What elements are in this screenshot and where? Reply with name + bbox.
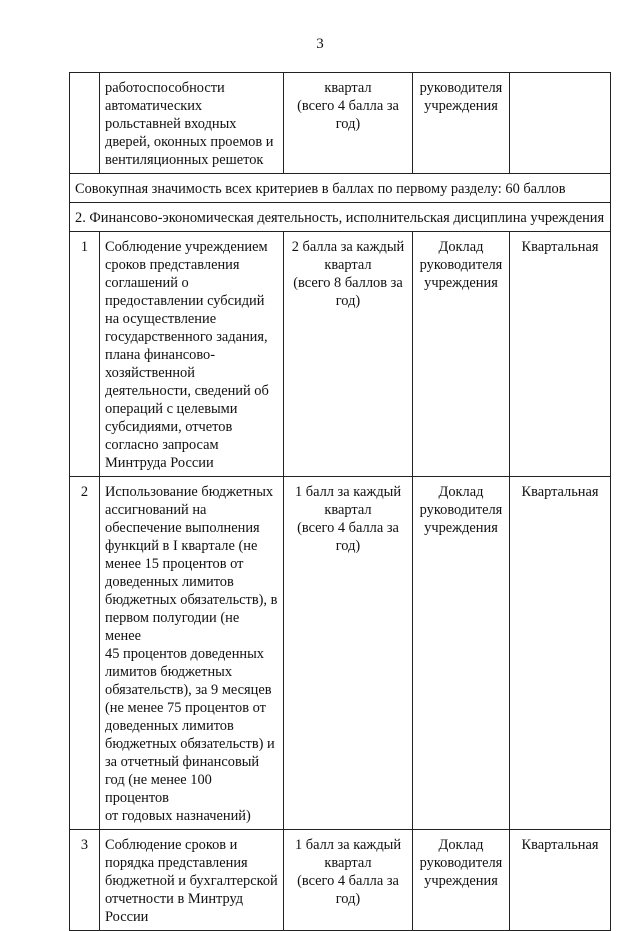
cell-source: Доклад руководителя учреждения bbox=[413, 830, 510, 931]
cell-score: 2 балла за каждый квартал (всего 8 баллов за год) bbox=[284, 232, 413, 477]
cell-source: Доклад руководителя учреждения bbox=[413, 477, 510, 830]
cell-num: 3 bbox=[70, 830, 100, 931]
cell-source: Доклад руководителя учреждения bbox=[413, 232, 510, 477]
table-row bbox=[70, 830, 611, 931]
cell-score: квартал (всего 4 балла за год) bbox=[284, 73, 413, 174]
table-row bbox=[70, 477, 611, 830]
section2-title: 2. Финансово-экономическая деятельность, исполнительская дисциплина учреждения bbox=[70, 203, 611, 232]
cell-period: Квартальная bbox=[510, 830, 611, 931]
cell-score: 1 балл за каждый квартал (всего 4 балла за год) bbox=[284, 830, 413, 931]
section2-title-row bbox=[70, 203, 611, 232]
criteria-table bbox=[69, 72, 611, 931]
section1-total-row bbox=[70, 174, 611, 203]
cell-score: 1 балл за каждый квартал (всего 4 балла за год) bbox=[284, 477, 413, 830]
section1-total: Совокупная значимость всех критериев в баллах по первому разделу: 60 баллов bbox=[70, 174, 611, 203]
cell-num: 1 bbox=[70, 232, 100, 477]
cell-period: Квартальная bbox=[510, 477, 611, 830]
cell-criterion-name: Соблюдение сроков и порядка представления бюджетной и бухгалтерской отчетности в Минтруд России bbox=[100, 830, 284, 931]
cell-num: 2 bbox=[70, 477, 100, 830]
page-number: 3 bbox=[316, 36, 324, 52]
table-row bbox=[70, 232, 611, 477]
cell-criterion-name: работоспособности автоматических рольставней входных дверей, оконных проемов и вентиляционных решеток bbox=[100, 73, 284, 174]
cell-criterion-name: Соблюдение учреждением сроков представления соглашений о предоставлении субсидий на осуществление государственного задания, плана финансово- хозяйственной деятельности, сведений об операций с целевыми субсидиями, отчетов согласно запросам Минтруда России bbox=[100, 232, 284, 477]
cell-period: Квартальная bbox=[510, 232, 611, 477]
cell-num bbox=[70, 73, 100, 174]
cell-period bbox=[510, 73, 611, 174]
cell-source: руководителя учреждения bbox=[413, 73, 510, 174]
cell-criterion-name: Использование бюджетных ассигнований на обеспечение выполнения функций в I квартале (не менее 15 процентов от доведенных лимитов бюджетных обязательств), в первом полугодии (не менее 45 процентов доведенных лимитов бюджетных обязательств), за 9 месяцев (не менее 75 процентов от доведенных лимитов бюджетных обязательств) и за отчетный финансовый год (не менее 100 процентов от годовых назначений) bbox=[100, 477, 284, 830]
table-row-continued bbox=[70, 73, 611, 174]
